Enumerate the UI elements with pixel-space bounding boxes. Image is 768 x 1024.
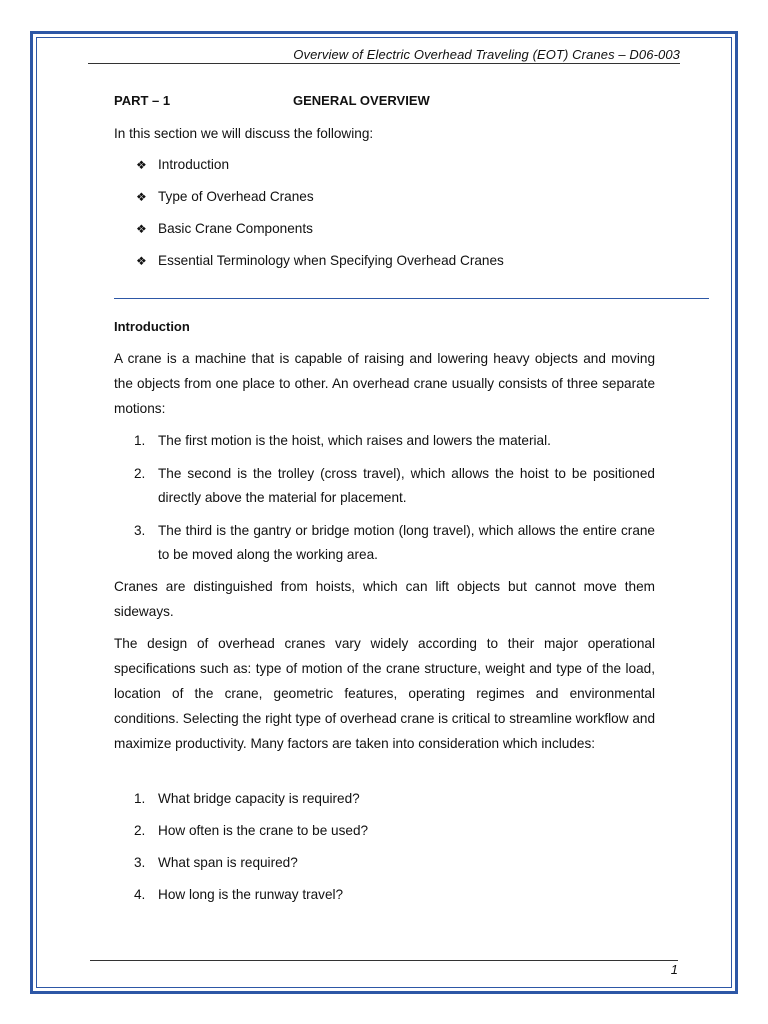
section-title: Introduction [114, 319, 190, 334]
list-item: 3. The third is the gantry or bridge motion (long travel), which allows the entire crane to be moved along the working area. [134, 523, 655, 562]
list-item: 2. How often is the crane to be used? [134, 823, 369, 838]
page-number: 1 [670, 962, 678, 977]
list-item: 3. What span is required? [134, 855, 298, 870]
list-item: 1. What bridge capacity is required? [134, 791, 360, 806]
diamond-bullet-icon: ❖ [136, 190, 147, 204]
factors-list [114, 787, 655, 907]
list-item: 4. How long is the runway travel? [134, 887, 344, 902]
paragraph-1: A crane is a machine that is capable of raising and lowering heavy objects and moving the objects from one place to other. An overhead crane usually consists of three separate motions: [114, 351, 655, 416]
paragraph-3: The design of overhead cranes vary widely according to their major operational specifications such as: type of motion of the crane structure, weight and type of the load, location of the crane, geometric features, operating regimes and environmental conditions. Selecting the right type of overhead crane is critical to streamline workflow and maximize productivity. Many factors are taken into consideration which includes: [114, 636, 656, 751]
diamond-bullet-icon: ❖ [136, 254, 147, 268]
paragraph-2: Cranes are distinguished from hoists, which can lift objects but cannot move them sideways. [114, 579, 655, 619]
intro-sentence: In this section we will discuss the following: [114, 126, 374, 141]
list-item: ❖ Introduction [136, 154, 504, 186]
list-item: ❖ Type of Overhead Cranes [136, 186, 504, 218]
list-item: ❖ Basic Crane Components [136, 218, 504, 250]
diamond-bullet-icon: ❖ [136, 222, 147, 236]
list-item: ❖ Essential Terminology when Specifying Overhead Cranes [136, 250, 504, 282]
running-header: Overview of Electric Overhead Traveling (EOT) Cranes – D06-003 [293, 47, 680, 62]
section-divider [114, 298, 709, 299]
topics-list [136, 154, 504, 282]
list-item: 2. The second is the trolley (cross travel), which allows the hoist to be positioned directly above the material for placement. [134, 466, 655, 505]
part-label: PART – 1 [114, 93, 171, 108]
diamond-bullet-icon: ❖ [136, 158, 147, 172]
part-title: GENERAL OVERVIEW [293, 93, 430, 108]
part-heading [114, 93, 430, 108]
list-item: 1. The first motion is the hoist, which raises and lowers the material. [134, 433, 551, 448]
footer-rule [90, 960, 678, 961]
motions-list [114, 429, 655, 567]
header-rule [88, 63, 680, 64]
